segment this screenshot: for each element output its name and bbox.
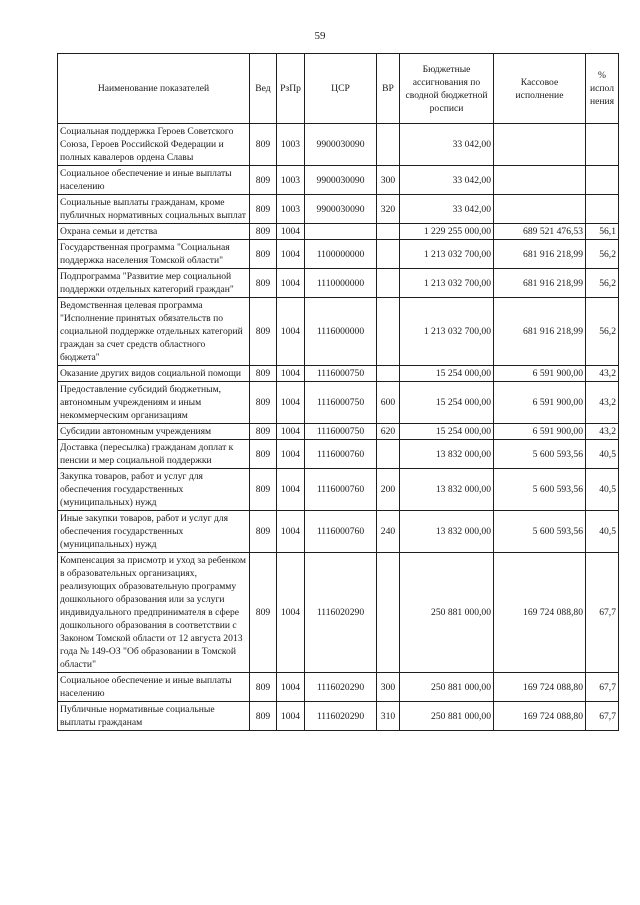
cell-pct: 43,2 [586, 366, 619, 382]
cell-csr: 1116000760 [305, 440, 377, 469]
cell-name: Подпрограмма "Развитие мер социальной поддержки отдельных категорий граждан" [58, 269, 250, 298]
cell-ved: 809 [250, 269, 277, 298]
table-row [58, 673, 619, 702]
table-row [58, 166, 619, 195]
cell-ved: 809 [250, 298, 277, 366]
table-row [58, 240, 619, 269]
cell-cash: 169 724 088,80 [494, 702, 586, 731]
cell-rzpr: 1004 [277, 702, 305, 731]
cell-csr: 1116000760 [305, 469, 377, 511]
table-row [58, 224, 619, 240]
cell-name: Социальное обеспечение и иные выплаты населению [58, 673, 250, 702]
cell-pct: 40,5 [586, 511, 619, 553]
cell-ved: 809 [250, 382, 277, 424]
cell-vr: 240 [377, 511, 400, 553]
cell-budget: 33 042,00 [400, 195, 494, 224]
cell-vr [377, 298, 400, 366]
cell-cash: 6 591 900,00 [494, 366, 586, 382]
cell-rzpr: 1004 [277, 553, 305, 673]
cell-csr: 1110000000 [305, 269, 377, 298]
cell-ved: 809 [250, 366, 277, 382]
cell-vr: 600 [377, 382, 400, 424]
header-name: Наименование показателей [58, 54, 250, 124]
cell-rzpr: 1003 [277, 166, 305, 195]
cell-ved: 809 [250, 469, 277, 511]
cell-pct: 67,7 [586, 553, 619, 673]
table-row [58, 124, 619, 166]
cell-name: Доставка (пересылка) гражданам доплат к пенсии и мер социальной поддержки [58, 440, 250, 469]
cell-rzpr: 1004 [277, 673, 305, 702]
cell-pct: 56,2 [586, 240, 619, 269]
cell-vr: 310 [377, 702, 400, 731]
cell-pct: 56,1 [586, 224, 619, 240]
cell-csr: 1116020290 [305, 553, 377, 673]
cell-rzpr: 1004 [277, 240, 305, 269]
cell-csr: 1100000000 [305, 240, 377, 269]
header-ved: Вед [250, 54, 277, 124]
header-budget: Бюджетные ассигнования по сводной бюджетной росписи [400, 54, 494, 124]
cell-rzpr: 1004 [277, 511, 305, 553]
cell-csr: 9900030090 [305, 124, 377, 166]
cell-budget: 13 832 000,00 [400, 440, 494, 469]
cell-csr: 1116000750 [305, 382, 377, 424]
cell-budget: 1 213 032 700,00 [400, 269, 494, 298]
cell-cash: 5 600 593,56 [494, 511, 586, 553]
cell-rzpr: 1004 [277, 469, 305, 511]
cell-pct: 67,7 [586, 673, 619, 702]
table-row [58, 195, 619, 224]
cell-vr [377, 240, 400, 269]
header-vr: ВР [377, 54, 400, 124]
table-row [58, 440, 619, 469]
cell-name: Социальное обеспечение и иные выплаты населению [58, 166, 250, 195]
cell-rzpr: 1004 [277, 382, 305, 424]
cell-budget: 250 881 000,00 [400, 553, 494, 673]
cell-rzpr: 1004 [277, 366, 305, 382]
table-row [58, 702, 619, 731]
cell-csr: 1116020290 [305, 702, 377, 731]
cell-csr: 9900030090 [305, 166, 377, 195]
cell-pct: 40,5 [586, 469, 619, 511]
table-row [58, 553, 619, 673]
cell-rzpr: 1004 [277, 298, 305, 366]
cell-budget: 15 254 000,00 [400, 424, 494, 440]
cell-csr: 1116000750 [305, 366, 377, 382]
cell-name: Государственная программа "Социальная поддержка населения Томской области" [58, 240, 250, 269]
cell-cash: 6 591 900,00 [494, 424, 586, 440]
cell-vr: 300 [377, 673, 400, 702]
table-row [58, 269, 619, 298]
cell-rzpr: 1003 [277, 124, 305, 166]
cell-ved: 809 [250, 195, 277, 224]
cell-pct: 43,2 [586, 424, 619, 440]
cell-csr: 1116000760 [305, 511, 377, 553]
cell-budget: 15 254 000,00 [400, 382, 494, 424]
cell-vr [377, 124, 400, 166]
cell-name: Публичные нормативные социальные выплаты гражданам [58, 702, 250, 731]
header-csr: ЦСР [305, 54, 377, 124]
table-row [58, 424, 619, 440]
table-row [58, 382, 619, 424]
cell-vr: 620 [377, 424, 400, 440]
cell-name: Оказание других видов социальной помощи [58, 366, 250, 382]
table-row [58, 298, 619, 366]
header-rzpr: РзПр [277, 54, 305, 124]
cell-budget: 15 254 000,00 [400, 366, 494, 382]
cell-pct: 56,2 [586, 298, 619, 366]
cell-cash: 5 600 593,56 [494, 469, 586, 511]
cell-vr: 320 [377, 195, 400, 224]
cell-name: Компенсация за присмотр и уход за ребенком в образовательных организациях, реализующих образовательную программу дошкольного образования или за услуги индивидуального предпринимателя в сфере дошкольного образования в соответствии с Законом Томской области от 12 августа 2013 года № 149-ОЗ "Об образовании в Томской области" [58, 553, 250, 673]
cell-name: Социальная поддержка Героев Советского Союза, Героев Российской Федерации и полных кавалеров ордена Славы [58, 124, 250, 166]
cell-budget: 33 042,00 [400, 124, 494, 166]
cell-ved: 809 [250, 124, 277, 166]
cell-cash: 681 916 218,99 [494, 298, 586, 366]
cell-pct [586, 124, 619, 166]
cell-ved: 809 [250, 553, 277, 673]
cell-ved: 809 [250, 424, 277, 440]
cell-cash: 169 724 088,80 [494, 673, 586, 702]
cell-rzpr: 1004 [277, 224, 305, 240]
cell-vr [377, 553, 400, 673]
cell-csr [305, 224, 377, 240]
cell-pct [586, 195, 619, 224]
cell-cash: 169 724 088,80 [494, 553, 586, 673]
cell-pct: 43,2 [586, 382, 619, 424]
cell-ved: 809 [250, 440, 277, 469]
cell-rzpr: 1004 [277, 424, 305, 440]
budget-execution-table [57, 53, 619, 731]
cell-ved: 809 [250, 166, 277, 195]
cell-vr: 300 [377, 166, 400, 195]
cell-name: Предоставление субсидий бюджетным, автономным учреждениям и иным некоммерческим организациям [58, 382, 250, 424]
cell-name: Ведомственная целевая программа "Исполнение принятых обязательств по социальной поддержке отдельных категорий граждан за счет средств областного бюджета" [58, 298, 250, 366]
cell-vr [377, 224, 400, 240]
cell-csr: 1116000750 [305, 424, 377, 440]
cell-vr [377, 440, 400, 469]
cell-cash: 681 916 218,99 [494, 240, 586, 269]
cell-name: Охрана семьи и детства [58, 224, 250, 240]
header-pct: % испол нения [586, 54, 619, 124]
cell-cash [494, 124, 586, 166]
cell-budget: 1 213 032 700,00 [400, 298, 494, 366]
cell-ved: 809 [250, 511, 277, 553]
cell-name: Закупка товаров, работ и услуг для обеспечения государственных (муниципальных) нужд [58, 469, 250, 511]
cell-csr: 1116020290 [305, 673, 377, 702]
cell-budget: 13 832 000,00 [400, 469, 494, 511]
cell-rzpr: 1004 [277, 269, 305, 298]
table-row [58, 469, 619, 511]
page-number: 59 [314, 30, 326, 42]
cell-vr [377, 366, 400, 382]
cell-cash: 689 521 476,53 [494, 224, 586, 240]
cell-name: Субсидии автономным учреждениям [58, 424, 250, 440]
cell-cash: 5 600 593,56 [494, 440, 586, 469]
cell-name: Иные закупки товаров, работ и услуг для обеспечения государственных (муниципальных) нужд [58, 511, 250, 553]
cell-rzpr: 1004 [277, 440, 305, 469]
cell-budget: 250 881 000,00 [400, 673, 494, 702]
cell-name: Социальные выплаты гражданам, кроме публичных нормативных социальных выплат [58, 195, 250, 224]
cell-vr: 200 [377, 469, 400, 511]
table-row [58, 511, 619, 553]
header-cash: Кассовое исполнение [494, 54, 586, 124]
cell-ved: 809 [250, 240, 277, 269]
cell-pct: 67,7 [586, 702, 619, 731]
cell-budget: 1 229 255 000,00 [400, 224, 494, 240]
cell-csr: 1116000000 [305, 298, 377, 366]
cell-budget: 13 832 000,00 [400, 511, 494, 553]
cell-cash [494, 195, 586, 224]
cell-ved: 809 [250, 702, 277, 731]
cell-pct: 56,2 [586, 269, 619, 298]
cell-cash: 681 916 218,99 [494, 269, 586, 298]
cell-ved: 809 [250, 673, 277, 702]
cell-budget: 1 213 032 700,00 [400, 240, 494, 269]
cell-rzpr: 1003 [277, 195, 305, 224]
cell-cash: 6 591 900,00 [494, 382, 586, 424]
cell-pct [586, 166, 619, 195]
cell-csr: 9900030090 [305, 195, 377, 224]
table-row [58, 366, 619, 382]
table-header-row [58, 54, 619, 124]
cell-budget: 250 881 000,00 [400, 702, 494, 731]
cell-budget: 33 042,00 [400, 166, 494, 195]
cell-pct: 40,5 [586, 440, 619, 469]
cell-vr [377, 269, 400, 298]
cell-ved: 809 [250, 224, 277, 240]
cell-cash [494, 166, 586, 195]
